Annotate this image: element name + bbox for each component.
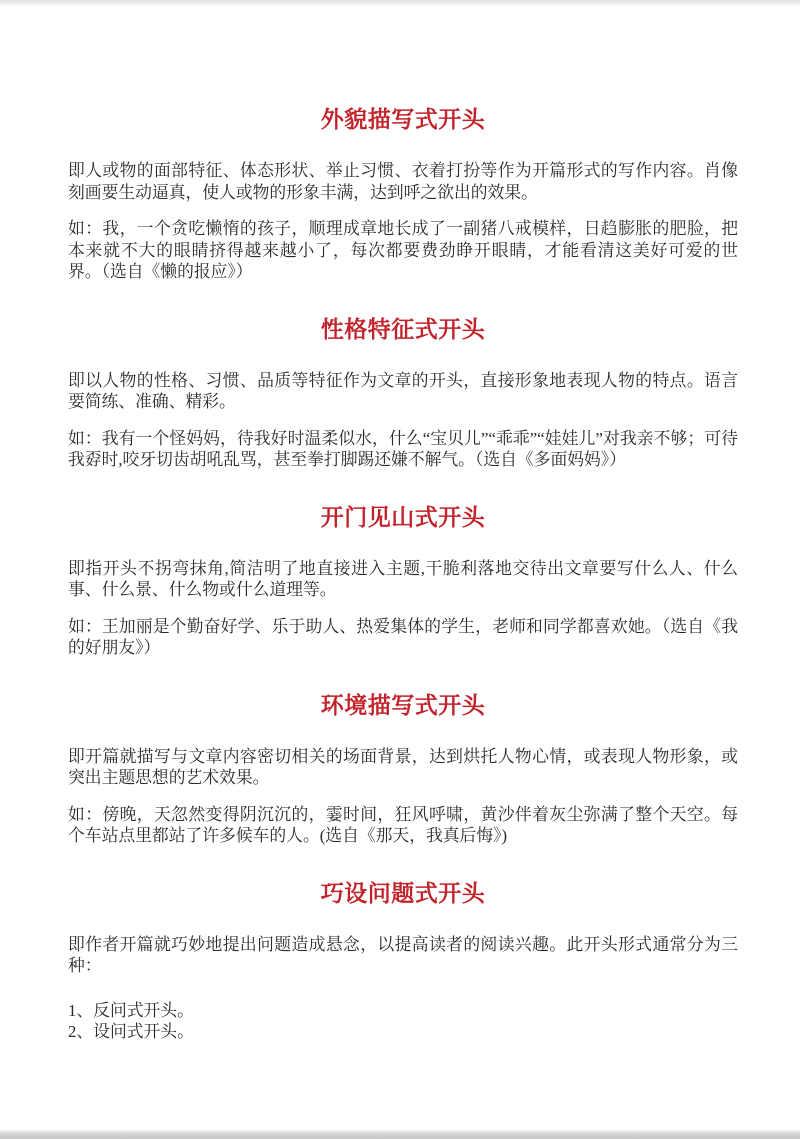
section-title: 开门见山式开头 [320, 503, 486, 530]
section-example-paragraph: 如：我有一个怪妈妈，待我好时温柔似水，什么“宝贝儿”“乖乖”“娃娃儿”对我亲不够；可待我孬时,咬牙切齿胡吼乱骂，甚至拳打脚踢还嫌不解气。（选自《多面妈妈》） [68, 428, 738, 469]
section-intro-paragraph: 即人或物的面部特征、体态形状、举止习惯、衣着打扮等作为开篇形式的写作内容。肖像刻画要生动逼真，使人或物的形象丰满，达到呼之欲出的效果。 [68, 161, 738, 202]
section-example-paragraph: 如：我，一个贪吃懒惰的孩子，顺理成章地长成了一副猪八戒模样，日趋膨胀的肥脸，把本来就不大的眼睛挤得越来越小了，每次都要费劲睁开眼睛，才能看清这美好可爱的世界。（选自《懒的报应》） [68, 219, 738, 281]
list-item: 2、设问式开头。 [68, 1022, 194, 1041]
section-title: 巧设问题式开头 [320, 879, 486, 906]
section-example-paragraph: 如：傍晚，天忽然变得阴沉沉的，霎时间，狂风呼啸，黄沙伴着灰尘弥满了整个天空。每个车站点里都站了许多候车的人。(选自《那天，我真后悔》) [68, 804, 738, 845]
section-title: 性格特征式开头 [320, 315, 486, 342]
section-intro-paragraph: 即作者开篇就巧妙地提出问题造成悬念，以提高读者的阅读兴趣。此开头形式通常分为三种： [68, 934, 738, 975]
section-personality-trait-opening [68, 315, 738, 471]
section-intro-paragraph: 即开篇就描写与文章内容密切相关的场面背景，达到烘托人物心情，或表现人物形象，或突出主题思想的艺术效果。 [68, 746, 738, 787]
section-environment-description-opening [68, 691, 738, 847]
section-appearance-description-opening [68, 105, 738, 283]
section-example-paragraph: 如：王加丽是个勤奋好学、乐于助人、热爱集体的学生，老师和同学都喜欢她。（选自《我的好朋友》） [68, 616, 738, 657]
list-item: 1、反问式开头。 [68, 1000, 194, 1020]
section-intro-paragraph: 即以人物的性格、习惯、品质等特征作为文章的开头，直接形象地表现人物的特点。语言要简练、准确、精彩。 [68, 370, 738, 411]
scan-edge-bottom [0, 1130, 800, 1139]
section-clever-question-opening [68, 879, 738, 1043]
section-title: 外貌描写式开头 [320, 106, 486, 132]
scan-edge-top [0, 0, 800, 5]
opening-type-list [68, 992, 738, 1043]
section-intro-paragraph: 即指开头不拐弯抹角,简洁明了地直接进入主题,干脆利落地交待出文章要写什么人、什么事、什么景、什么物或什么道理等。 [68, 558, 738, 599]
section-title: 环境描写式开头 [320, 691, 486, 718]
section-straight-to-the-point-opening [68, 503, 738, 659]
